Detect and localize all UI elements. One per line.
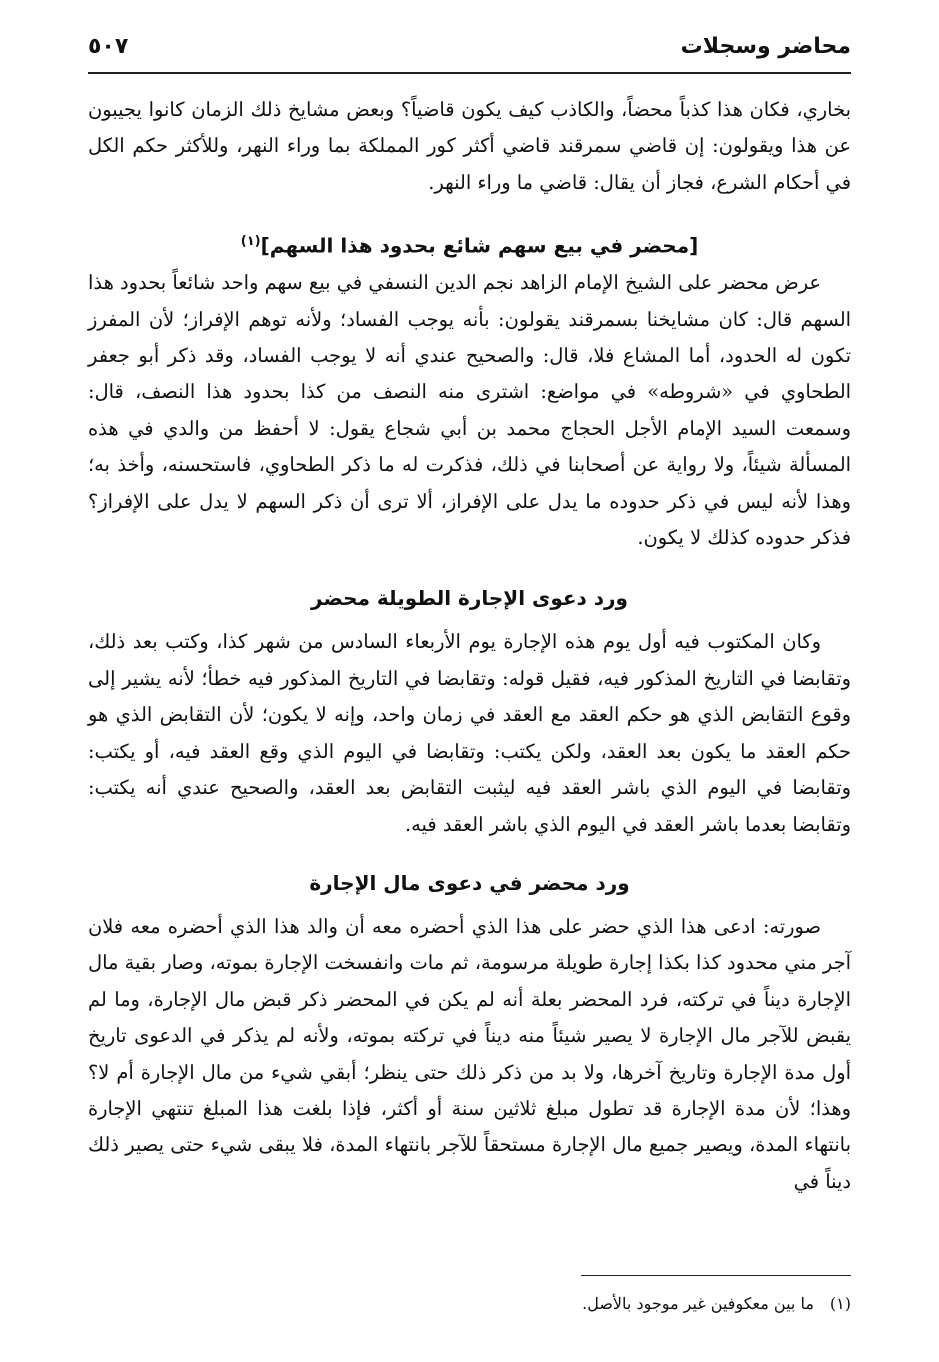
page-body (88, 92, 851, 1200)
footnote-divider (581, 1275, 851, 1276)
footnote-reference: (١) (240, 234, 261, 250)
section-heading-1-text: [محضر في بيع سهم شائع بحدود هذا السهم] (260, 233, 699, 258)
intro-paragraph: بخاري، فكان هذا كذباً محضاً، والكاذب كيف يكون قاضياً؟ وبعض مشايخ ذلك الزمان كانوا يجيبون عن هذا ويقولون: إن قاضي سمرقند قاضي أكثر كور المملكة بما وراء النهر، وللأكثر حكم الكل في أحكام الشرع، فجاز أن يقال: قاضي ما وراء النهر. (88, 98, 851, 194)
running-title: محاضر وسجلات (680, 34, 851, 59)
section-3-paragraph: صورته: ادعى هذا الذي حضر على هذا الذي أحضره معه أن والد هذا الذي أحضره معه فلان آجر مني محدود كذا بكذا إجارة طويلة مرسومة، ثم مات وانفسخت الإجارة بموته، وصار بقية مال الإجارة ديناً في تركته، فرد المحضر بعلة أنه لم يكن في المحضر ذكر قبض مال الإجارة، وما لم يقبض للآجر مال الإجارة لا يصير شيئاً منه ديناً في تركته بموته، ولأنه لم يذكر في الدعوى تاريخ أول مدة الإجارة وتاريخ آخرها، ولا بد من ذكر ذلك حتى ينظر؛ أبقي شيء من مال الإجارة أم لا؟ وهذا؛ لأن مدة الإجارة قد تطول مبلغ ثلاثين سنة أو أكثر، فإذا بلغت هذا المبلغ تنتهي الإجارة بانتهاء المدة، ويصير جميع مال الإجارة مستحقاً للآجر بانتهاء المدة، فلا يبقى شيء حتى يصير ذلك ديناً في (88, 914, 851, 1193)
section-2-paragraph: وكان المكتوب فيه أول يوم هذه الإجارة يوم الأربعاء السادس من شهر كذا، وكتب بعد ذلك، وتقابضا في التاريخ المذكور فيه، فقيل قوله: وتقابضا في التاريخ المذكور فيه خطأ؛ لأنه يشير إلى وقوع التقابض الذي هو حكم العقد مع العقد في زمان واحد، وإنه لا يكون؛ لأن التقابض الذي هو حكم العقد ما يكون بعد العقد، ولكن يكتب: وتقابضا في اليوم الذي وقع العقد فيه، أو يكتب: وتقابضا في اليوم الذي باشر العقد فيه ليثبت التقابض بعد العقد، والصحيح عندي أنه يكتب: وتقابضا بعدما باشر العقد في اليوم الذي باشر العقد فيه. (88, 630, 851, 836)
footnote-number: (١) (829, 1294, 851, 1313)
section-heading-1 (88, 219, 851, 265)
footnote-text: ما بين معكوفين غير موجود بالأصل. (582, 1294, 814, 1313)
page-number: ٥٠٧ (88, 34, 129, 59)
section-heading-2: ورد دعوى الإجارة الطويلة محضر (311, 586, 628, 611)
footnote (88, 1290, 851, 1318)
section-1-paragraph: عرض محضر على الشيخ الإمام الزاهد نجم الدين النسفي في بيع سهم واحد شائعاً بحدود هذا السهم قال: كان مشايخنا بسمرقند يقولون: بأنه يوجب الفساد؛ ولأنه توهم الإفراز؛ لأن المفرز تكون له الحدود، أما المشاع فلا، قال: والصحيح عندي أنه لا يوجب الفساد، وقد ذكر أبو جعفر الطحاوي في «شروطه» في مواضع: اشترى منه النصف من كذا بحدود هذا النصف، قال: وسمعت السيد الإمام الأجل الحجاج محمد بن أبي شجاع يقول: لا أحفظ من والدي في هذه المسألة شيئاً، ولا رواية عن أصحابنا في ذلك، فذكرت له ما ذكر الطحاوي، فاستحسنه، وأخذ به؛ وهذا لأنه ليس في ذكر حدوده ما يدل على الإفراز، ألا ترى أن ذكر السهم لا يدل على الإفراز؟ فذكر حدوده كذلك لا يكون. (88, 271, 851, 550)
section-heading-3: ورد محضر في دعوى مال الإجارة (309, 870, 630, 895)
running-header (88, 30, 851, 74)
